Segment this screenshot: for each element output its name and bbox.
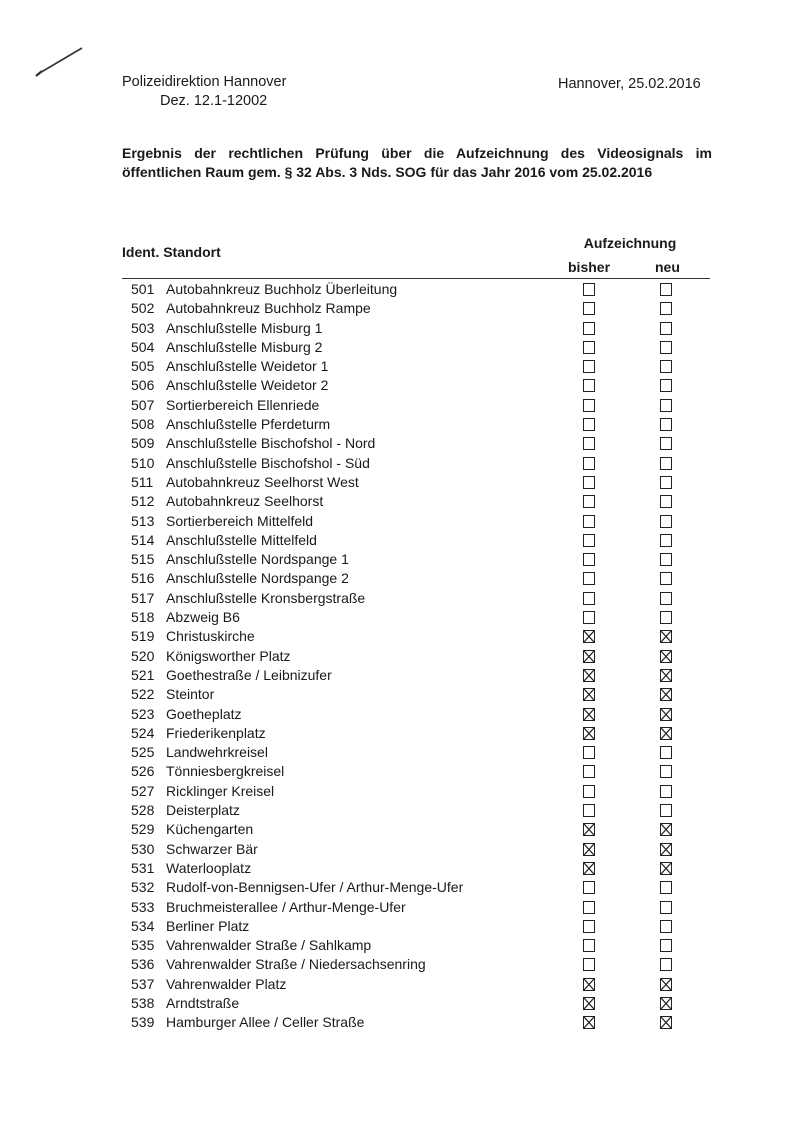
row-standort: Christuskirche	[166, 628, 255, 645]
row-standort: Steintor	[166, 686, 215, 703]
row-ident: 512	[131, 493, 155, 510]
row-standort: Sortierbereich Ellenriede	[166, 396, 320, 413]
checkbox-neu	[660, 765, 672, 778]
column-header-bisher: bisher	[568, 259, 611, 275]
checkbox-neu	[660, 862, 672, 875]
x-mark-icon	[584, 844, 594, 855]
checkbox-neu	[660, 997, 672, 1010]
table-row	[0, 473, 800, 492]
row-ident: 519	[131, 628, 155, 645]
checkbox-bisher	[583, 901, 595, 914]
table-row	[0, 280, 800, 299]
checkbox-bisher	[583, 958, 595, 971]
table-row	[0, 801, 800, 820]
checkbox-bisher	[583, 630, 595, 643]
row-ident: 537	[131, 975, 155, 992]
row-ident: 515	[131, 551, 155, 568]
checkbox-neu	[660, 341, 672, 354]
checkbox-bisher	[583, 322, 595, 335]
row-ident: 506	[131, 377, 155, 394]
row-standort: Autobahnkreuz Buchholz Rampe	[166, 300, 371, 317]
checkbox-bisher	[583, 997, 595, 1010]
checkbox-bisher	[583, 939, 595, 952]
row-standort: Autobahnkreuz Seelhorst	[166, 493, 324, 510]
row-standort: Tönniesbergkreisel	[166, 763, 285, 780]
checkbox-neu	[660, 283, 672, 296]
checkbox-neu	[660, 592, 672, 605]
checkbox-bisher	[583, 1016, 595, 1029]
row-standort: Goethestraße / Leibnizufer	[166, 666, 332, 683]
table-row	[0, 434, 800, 453]
row-standort: Anschlußstelle Mittelfeld	[166, 531, 317, 548]
checkbox-bisher	[583, 785, 595, 798]
checkbox-bisher	[583, 302, 595, 315]
x-mark-icon	[661, 651, 671, 662]
checkbox-neu	[660, 476, 672, 489]
table-row	[0, 647, 800, 666]
row-standort: Anschlußstelle Bischofshol - Süd	[166, 454, 370, 471]
row-ident: 504	[131, 338, 155, 355]
checkbox-bisher	[583, 804, 595, 817]
checkbox-neu	[660, 302, 672, 315]
row-ident: 502	[131, 300, 155, 317]
location-table	[0, 280, 800, 1033]
row-standort: Landwehrkreisel	[166, 744, 268, 761]
x-mark-icon	[584, 709, 594, 720]
table-row	[0, 1013, 800, 1032]
checkbox-neu	[660, 437, 672, 450]
checkbox-bisher	[583, 418, 595, 431]
table-row	[0, 299, 800, 318]
checkbox-bisher	[583, 534, 595, 547]
table-row	[0, 743, 800, 762]
row-standort: Friederikenplatz	[166, 724, 266, 741]
row-standort: Bruchmeisterallee / Arthur-Menge-Ufer	[166, 898, 406, 915]
checkbox-neu	[660, 823, 672, 836]
row-ident: 510	[131, 454, 155, 471]
checkbox-neu	[660, 534, 672, 547]
checkbox-neu	[660, 785, 672, 798]
row-ident: 536	[131, 956, 155, 973]
checkbox-neu	[660, 727, 672, 740]
checkbox-neu	[660, 630, 672, 643]
checkbox-bisher	[583, 978, 595, 991]
row-standort: Küchengarten	[166, 821, 254, 838]
table-row	[0, 820, 800, 839]
row-standort: Waterlooplatz	[166, 859, 252, 876]
row-ident: 507	[131, 396, 155, 413]
row-standort: Anschlußstelle Kronsbergstraße	[166, 589, 366, 606]
checkbox-neu	[660, 399, 672, 412]
row-standort: Anschlußstelle Nordspange 2	[166, 570, 349, 587]
row-ident: 535	[131, 937, 155, 954]
x-mark-icon	[584, 979, 594, 990]
table-row	[0, 917, 800, 936]
checkbox-bisher	[583, 862, 595, 875]
x-mark-icon	[584, 728, 594, 739]
row-ident: 530	[131, 840, 155, 857]
table-row	[0, 878, 800, 897]
checkbox-neu	[660, 611, 672, 624]
checkbox-bisher	[583, 669, 595, 682]
x-mark-icon	[661, 709, 671, 720]
row-ident: 509	[131, 435, 155, 452]
column-header-aufzeichnung: Aufzeichnung	[583, 235, 677, 251]
row-ident: 514	[131, 531, 155, 548]
row-ident: 503	[131, 319, 155, 336]
checkbox-neu	[660, 322, 672, 335]
row-ident: 528	[131, 802, 155, 819]
table-row	[0, 936, 800, 955]
checkbox-neu	[660, 688, 672, 701]
table-row	[0, 531, 800, 550]
checkbox-neu	[660, 418, 672, 431]
department-reference: Dez. 12.1-12002	[160, 93, 268, 109]
checkbox-neu	[660, 650, 672, 663]
row-standort: Hamburger Allee / Celler Straße	[166, 1014, 365, 1031]
row-ident: 505	[131, 358, 155, 375]
checkbox-bisher	[583, 823, 595, 836]
checkbox-bisher	[583, 476, 595, 489]
x-mark-icon	[584, 1017, 594, 1028]
row-standort: Anschlußstelle Misburg 2	[166, 338, 323, 355]
row-ident: 532	[131, 879, 155, 896]
checkbox-bisher	[583, 360, 595, 373]
table-row	[0, 627, 800, 646]
table-row	[0, 666, 800, 685]
row-standort: Anschlußstelle Pferdeturm	[166, 416, 331, 433]
table-row	[0, 685, 800, 704]
row-ident: 513	[131, 512, 155, 529]
x-mark-icon	[661, 979, 671, 990]
row-standort: Anschlußstelle Nordspange 1	[166, 551, 349, 568]
row-ident: 511	[131, 473, 154, 490]
row-ident: 523	[131, 705, 155, 722]
checkbox-neu	[660, 958, 672, 971]
table-row	[0, 512, 800, 531]
x-mark-icon	[584, 998, 594, 1009]
row-ident: 518	[131, 609, 155, 626]
x-mark-icon	[584, 670, 594, 681]
checkbox-bisher	[583, 515, 595, 528]
table-row	[0, 454, 800, 473]
document-title: Ergebnis der rechtlichen Prüfung über die Aufzeichnung des Videosignals im öffentlichen Raum gem. § 32 Abs. 3 Nds. SOG für das Jahr 2016 vom 25.02.2016	[122, 145, 712, 180]
row-ident: 516	[131, 570, 155, 587]
table-row	[0, 898, 800, 917]
checkbox-bisher	[583, 688, 595, 701]
x-mark-icon	[661, 998, 671, 1009]
checkbox-bisher	[583, 746, 595, 759]
x-mark-icon	[584, 631, 594, 642]
checkbox-bisher	[583, 920, 595, 933]
row-ident: 522	[131, 686, 155, 703]
row-ident: 521	[131, 666, 155, 683]
checkbox-bisher	[583, 727, 595, 740]
row-standort: Sortierbereich Mittelfeld	[166, 512, 314, 529]
table-row	[0, 859, 800, 878]
checkbox-bisher	[583, 283, 595, 296]
table-row	[0, 975, 800, 994]
place-date: Hannover, 25.02.2016	[558, 76, 701, 92]
checkbox-neu	[660, 978, 672, 991]
x-mark-icon	[584, 689, 594, 700]
row-ident: 539	[131, 1014, 155, 1031]
row-standort: Autobahnkreuz Seelhorst West	[166, 473, 359, 490]
table-row	[0, 396, 800, 415]
x-mark-icon	[584, 651, 594, 662]
checkbox-neu	[660, 457, 672, 470]
table-row	[0, 415, 800, 434]
x-mark-icon	[661, 1017, 671, 1028]
row-standort: Vahrenwalder Straße / Niedersachsenring	[166, 956, 426, 973]
table-row	[0, 762, 800, 781]
row-standort: Anschlußstelle Bischofshol - Nord	[166, 435, 376, 452]
row-ident: 533	[131, 898, 155, 915]
row-ident: 524	[131, 724, 155, 741]
checkbox-neu	[660, 920, 672, 933]
row-standort: Berliner Platz	[166, 917, 250, 934]
checkbox-bisher	[583, 592, 595, 605]
table-row	[0, 319, 800, 338]
row-standort: Ricklinger Kreisel	[166, 782, 275, 799]
checkbox-neu	[660, 572, 672, 585]
checkbox-neu	[660, 804, 672, 817]
checkbox-neu	[660, 553, 672, 566]
checkbox-neu	[660, 881, 672, 894]
checkbox-neu	[660, 939, 672, 952]
table-row	[0, 376, 800, 395]
checkbox-neu	[660, 901, 672, 914]
checkbox-neu	[660, 360, 672, 373]
x-mark-icon	[661, 631, 671, 642]
checkbox-bisher	[583, 650, 595, 663]
row-standort: Arndtstraße	[166, 994, 240, 1011]
checkbox-bisher	[583, 881, 595, 894]
column-header-ident-standort: Ident. Standort	[122, 244, 221, 260]
table-row	[0, 569, 800, 588]
x-mark-icon	[584, 863, 594, 874]
checkbox-bisher	[583, 572, 595, 585]
row-standort: Autobahnkreuz Buchholz Überleitung	[166, 281, 398, 297]
x-mark-icon	[661, 728, 671, 739]
x-mark-icon	[661, 689, 671, 700]
row-standort: Deisterplatz	[166, 802, 240, 819]
row-ident: 531	[131, 859, 155, 876]
row-ident: 520	[131, 647, 155, 664]
row-standort: Goetheplatz	[166, 705, 242, 722]
checkbox-bisher	[583, 843, 595, 856]
checkbox-bisher	[583, 708, 595, 721]
row-ident: 529	[131, 821, 155, 838]
table-row	[0, 550, 800, 569]
row-ident: 534	[131, 917, 155, 934]
x-mark-icon	[584, 824, 594, 835]
row-ident: 527	[131, 782, 155, 799]
row-standort: Rudolf-von-Bennigsen-Ufer / Arthur-Menge-Ufer	[166, 879, 464, 896]
row-ident: 508	[131, 416, 155, 433]
row-standort: Königsworther Platz	[166, 647, 291, 664]
checkbox-bisher	[583, 457, 595, 470]
row-standort: Anschlußstelle Weidetor 2	[166, 377, 329, 394]
table-row	[0, 705, 800, 724]
x-mark-icon	[661, 863, 671, 874]
x-mark-icon	[661, 670, 671, 681]
checkbox-bisher	[583, 765, 595, 778]
checkbox-bisher	[583, 379, 595, 392]
checkbox-neu	[660, 495, 672, 508]
row-ident: 538	[131, 994, 155, 1011]
row-ident: 526	[131, 763, 155, 780]
checkbox-bisher	[583, 399, 595, 412]
row-ident: 525	[131, 744, 155, 761]
row-standort: Schwarzer Bär	[166, 840, 258, 857]
pen-stroke-mark	[30, 40, 90, 80]
checkbox-bisher	[583, 437, 595, 450]
table-row	[0, 782, 800, 801]
checkbox-neu	[660, 1016, 672, 1029]
header-rule	[122, 278, 710, 279]
row-ident: 517	[131, 589, 155, 606]
checkbox-bisher	[583, 341, 595, 354]
table-row	[0, 357, 800, 376]
row-ident: 501	[131, 281, 155, 297]
checkbox-neu	[660, 379, 672, 392]
table-row	[0, 724, 800, 743]
row-standort: Anschlußstelle Weidetor 1	[166, 358, 329, 375]
table-row	[0, 492, 800, 511]
checkbox-neu	[660, 669, 672, 682]
row-standort: Vahrenwalder Platz	[166, 975, 287, 992]
checkbox-neu	[660, 843, 672, 856]
table-row	[0, 994, 800, 1013]
checkbox-bisher	[583, 553, 595, 566]
x-mark-icon	[661, 824, 671, 835]
checkbox-neu	[660, 746, 672, 759]
table-row	[0, 608, 800, 627]
x-mark-icon	[661, 844, 671, 855]
row-standort: Vahrenwalder Straße / Sahlkamp	[166, 937, 372, 954]
authority-name: Polizeidirektion Hannover	[122, 74, 287, 90]
checkbox-neu	[660, 515, 672, 528]
row-standort: Anschlußstelle Misburg 1	[166, 319, 323, 336]
row-standort: Abzweig B6	[166, 609, 240, 626]
checkbox-bisher	[583, 611, 595, 624]
table-row	[0, 338, 800, 357]
column-header-neu: neu	[655, 259, 680, 275]
table-row	[0, 840, 800, 859]
checkbox-bisher	[583, 495, 595, 508]
checkbox-neu	[660, 708, 672, 721]
table-row	[0, 589, 800, 608]
table-row	[0, 955, 800, 974]
